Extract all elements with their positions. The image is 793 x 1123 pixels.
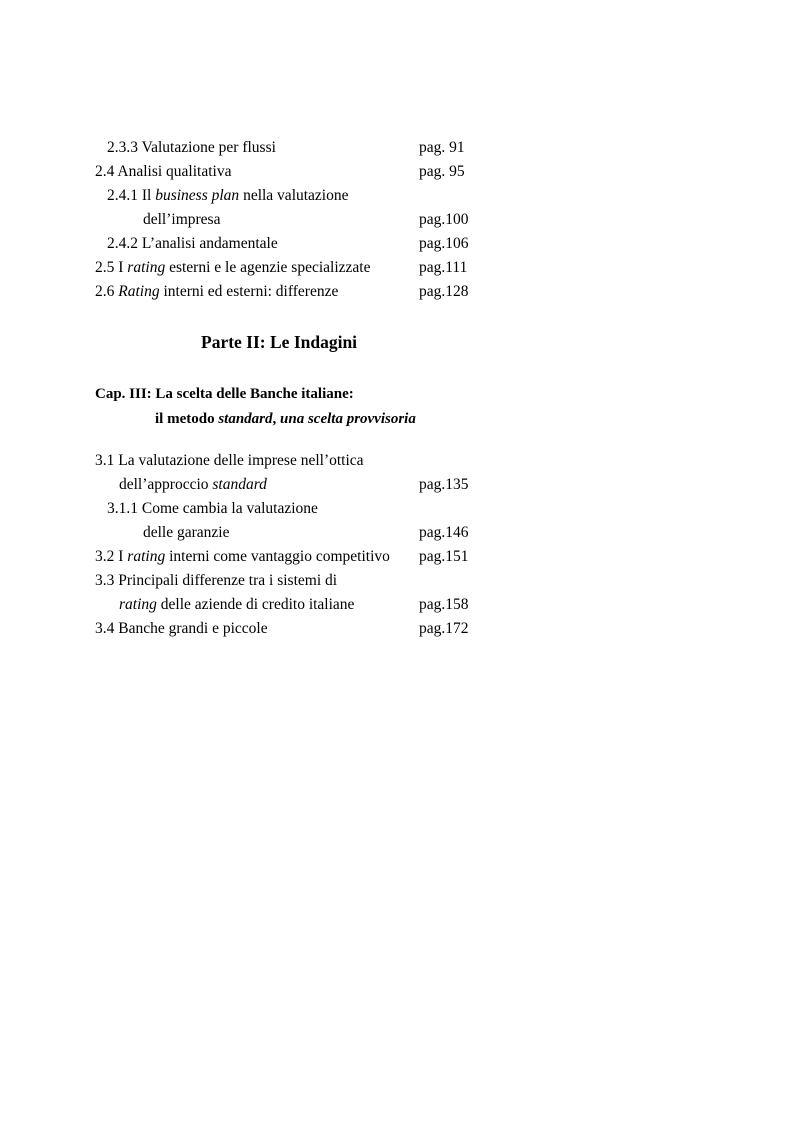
toc-entry-3-1 — [95, 452, 364, 470]
entry-number: 2.4.1 — [107, 187, 138, 204]
entry-title: Come cambia la valutazione — [141, 500, 318, 517]
entry-title: Valutazione per flussi — [141, 139, 276, 156]
entry-continuation-italic: standard — [212, 476, 267, 493]
entry-title-pre: I — [118, 259, 128, 276]
chapter-heading-mid: , — [272, 411, 281, 427]
entry-title-post: interni come vantaggio competitivo — [165, 548, 390, 565]
entry-continuation — [119, 476, 267, 494]
entry-title: Principali differenze tra i sistemi di — [118, 572, 338, 589]
chapter-heading-line2 — [155, 410, 416, 428]
page-number: pag.158 — [419, 596, 469, 613]
toc-entry-2-3-3 — [107, 139, 276, 157]
page-number: pag.135 — [419, 476, 469, 493]
entry-title-pre: I — [118, 548, 128, 565]
toc-entry-2-5 — [95, 259, 370, 277]
entry-continuation-pre: dell’approccio — [119, 476, 213, 493]
entry-continuation: dell’impresa — [143, 211, 221, 228]
entry-title-italic: business plan — [155, 187, 240, 204]
page-number: pag.128 — [419, 283, 469, 300]
entry-number: 3.4 — [95, 620, 115, 637]
toc-entry-3-3 — [95, 572, 337, 590]
toc-entry-3-2 — [95, 548, 390, 566]
entry-title: Banche grandi e piccole — [118, 620, 268, 637]
entry-continuation — [119, 596, 354, 614]
entry-number: 3.2 — [95, 548, 115, 565]
entry-title: L’analisi andamentale — [141, 235, 278, 252]
page-number: pag.111 — [419, 259, 468, 276]
entry-number: 3.1 — [95, 452, 115, 469]
chapter-heading-pre: il metodo — [155, 411, 219, 427]
toc-entry-2-4 — [95, 163, 231, 181]
page-number: pag. 91 — [419, 139, 465, 156]
chapter-heading-italic-2: una scelta provvisoria — [280, 411, 416, 427]
entry-number: 2.3.3 — [107, 139, 138, 156]
toc-entry-2-4-1 — [107, 187, 349, 205]
page-number: pag.172 — [419, 620, 469, 637]
entry-title-post: esterni e le agenzie specializzate — [165, 259, 371, 276]
page-number: pag.151 — [419, 548, 469, 565]
entry-title-post: nella valutazione — [239, 187, 349, 204]
entry-title-italic: Rating — [118, 283, 160, 300]
entry-number: 3.1.1 — [107, 500, 138, 517]
chapter-heading-italic-1: standard — [218, 411, 273, 427]
page-number: pag.106 — [419, 235, 469, 252]
page-number: pag. 95 — [419, 163, 465, 180]
entry-number: 2.5 — [95, 259, 115, 276]
entry-title-post: interni ed esterni: differenze — [159, 283, 339, 300]
page-number: pag.100 — [419, 211, 469, 228]
entry-title-pre: Il — [141, 187, 156, 204]
entry-title-italic: rating — [127, 259, 166, 276]
entry-title: La valutazione delle imprese nell’ottica — [118, 452, 364, 469]
page-number: pag.146 — [419, 524, 469, 541]
entry-number: 2.6 — [95, 283, 115, 300]
entry-number: 3.3 — [95, 572, 115, 589]
entry-continuation-post: delle aziende di credito italiane — [156, 596, 355, 613]
toc-entry-2-6 — [95, 283, 338, 301]
entry-continuation-italic: rating — [119, 596, 157, 613]
toc-entry-3-1-1 — [107, 500, 318, 518]
entry-number: 2.4 — [95, 163, 115, 180]
chapter-heading-line1: Cap. III: La scelta delle Banche italiane: — [95, 386, 354, 402]
entry-continuation: delle garanzie — [143, 524, 230, 541]
toc-entry-3-4 — [95, 620, 268, 638]
part-title: Parte II: Le Indagini — [201, 332, 358, 352]
entry-title: Analisi qualitativa — [117, 163, 232, 180]
entry-number: 2.4.2 — [107, 235, 138, 252]
toc-entry-2-4-2 — [107, 235, 278, 253]
entry-title-italic: rating — [127, 548, 166, 565]
